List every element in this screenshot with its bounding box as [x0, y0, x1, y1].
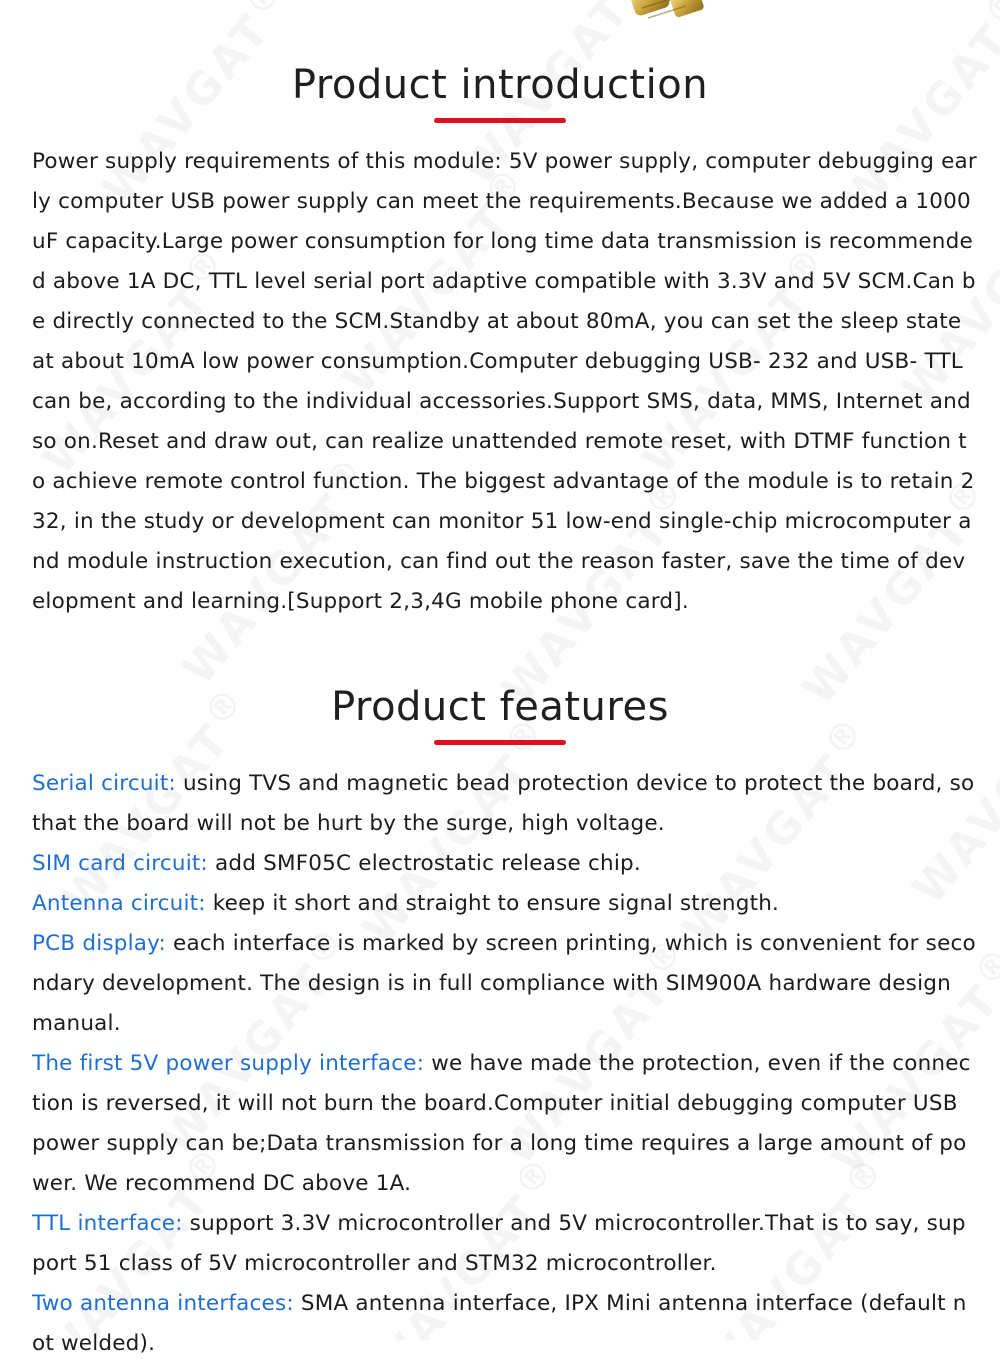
feature-item-5v-power-interface: [32, 1044, 977, 1204]
feature-text: add SMF05C electrostatic release chip.: [207, 851, 641, 876]
feature-text: using TVS and magnetic bead protection device to protect the board, so that the board will not be hurt by the surge, high voltage.: [32, 771, 975, 836]
feature-label: SIM card circuit:: [32, 851, 208, 876]
feature-item-antenna-circuit: [32, 884, 977, 924]
feature-label: The first 5V power supply interface:: [32, 1051, 425, 1076]
introduction-title: Product introduction: [291, 62, 709, 108]
feature-text: we have made the protection, even if the connection is reversed, it will not burn the board.Computer initial debugging computer USB power supply can be;Data transmission for a long time requires a large amount of power. We recommend DC above 1A.: [32, 1051, 971, 1196]
feature-item-serial-circuit: [32, 764, 977, 844]
feature-item-sim-card-circuit: [32, 844, 977, 884]
feature-text: SMA antenna interface, IPX Mini antenna interface (default not welded).: [32, 1291, 967, 1356]
feature-label: Serial circuit:: [32, 771, 176, 796]
feature-text: each interface is marked by screen printing, which is convenient for secondary development. The design is in full compliance with SIM900A hardware design manual.: [32, 931, 976, 1036]
feature-label: TTL interface:: [32, 1211, 183, 1236]
introduction-title-underline: [434, 118, 566, 123]
feature-label: Antenna circuit:: [32, 891, 206, 916]
feature-text: keep it short and straight to ensure signal strength.: [205, 891, 780, 916]
features-title: Product features: [331, 684, 669, 730]
features-title-underline: [434, 740, 566, 745]
feature-item-pcb-display: [32, 924, 977, 1044]
feature-label: Two antenna interfaces:: [32, 1291, 294, 1316]
introduction-body: Power supply requirements of this module: 5V power supply, computer debugging early computer USB power supply can meet the requirements.Because we added a 1000uF capacity.Large power consumption for long time data transmission is recommended above 1A DC, TTL level serial port adaptive compatible with 3.3V and 5V SCM.Can be directly connected to the SCM.Standby at about 80mA, you can set the sleep state at about 10mA low power consumption.Computer debugging USB- 232 and USB- TTL can be, according to the individual accessories.Support SMS, data, MMS, Internet and so on.Reset and draw out, can realize unattended remote reset, with DTMF function to achieve remote control function. The biggest advantage of the module is to retain 232, in the study or development can monitor 51 low-end single-chip microcomputer and module instruction execution, can find out the reason faster, save the time of development and learning.[Support 2,3,4G mobile phone card].: [32, 149, 977, 614]
feature-item-ttl-interface: [32, 1204, 977, 1284]
feature-item-antenna-interfaces: [32, 1284, 977, 1364]
sma-connector-image: [620, 0, 710, 34]
feature-label: PCB display:: [32, 931, 166, 956]
feature-list: [32, 764, 977, 1364]
feature-text: support 3.3V microcontroller and 5V microcontroller.That is to say, support 51 class of 5V microcontroller and STM32 microcontroller.: [32, 1211, 966, 1276]
